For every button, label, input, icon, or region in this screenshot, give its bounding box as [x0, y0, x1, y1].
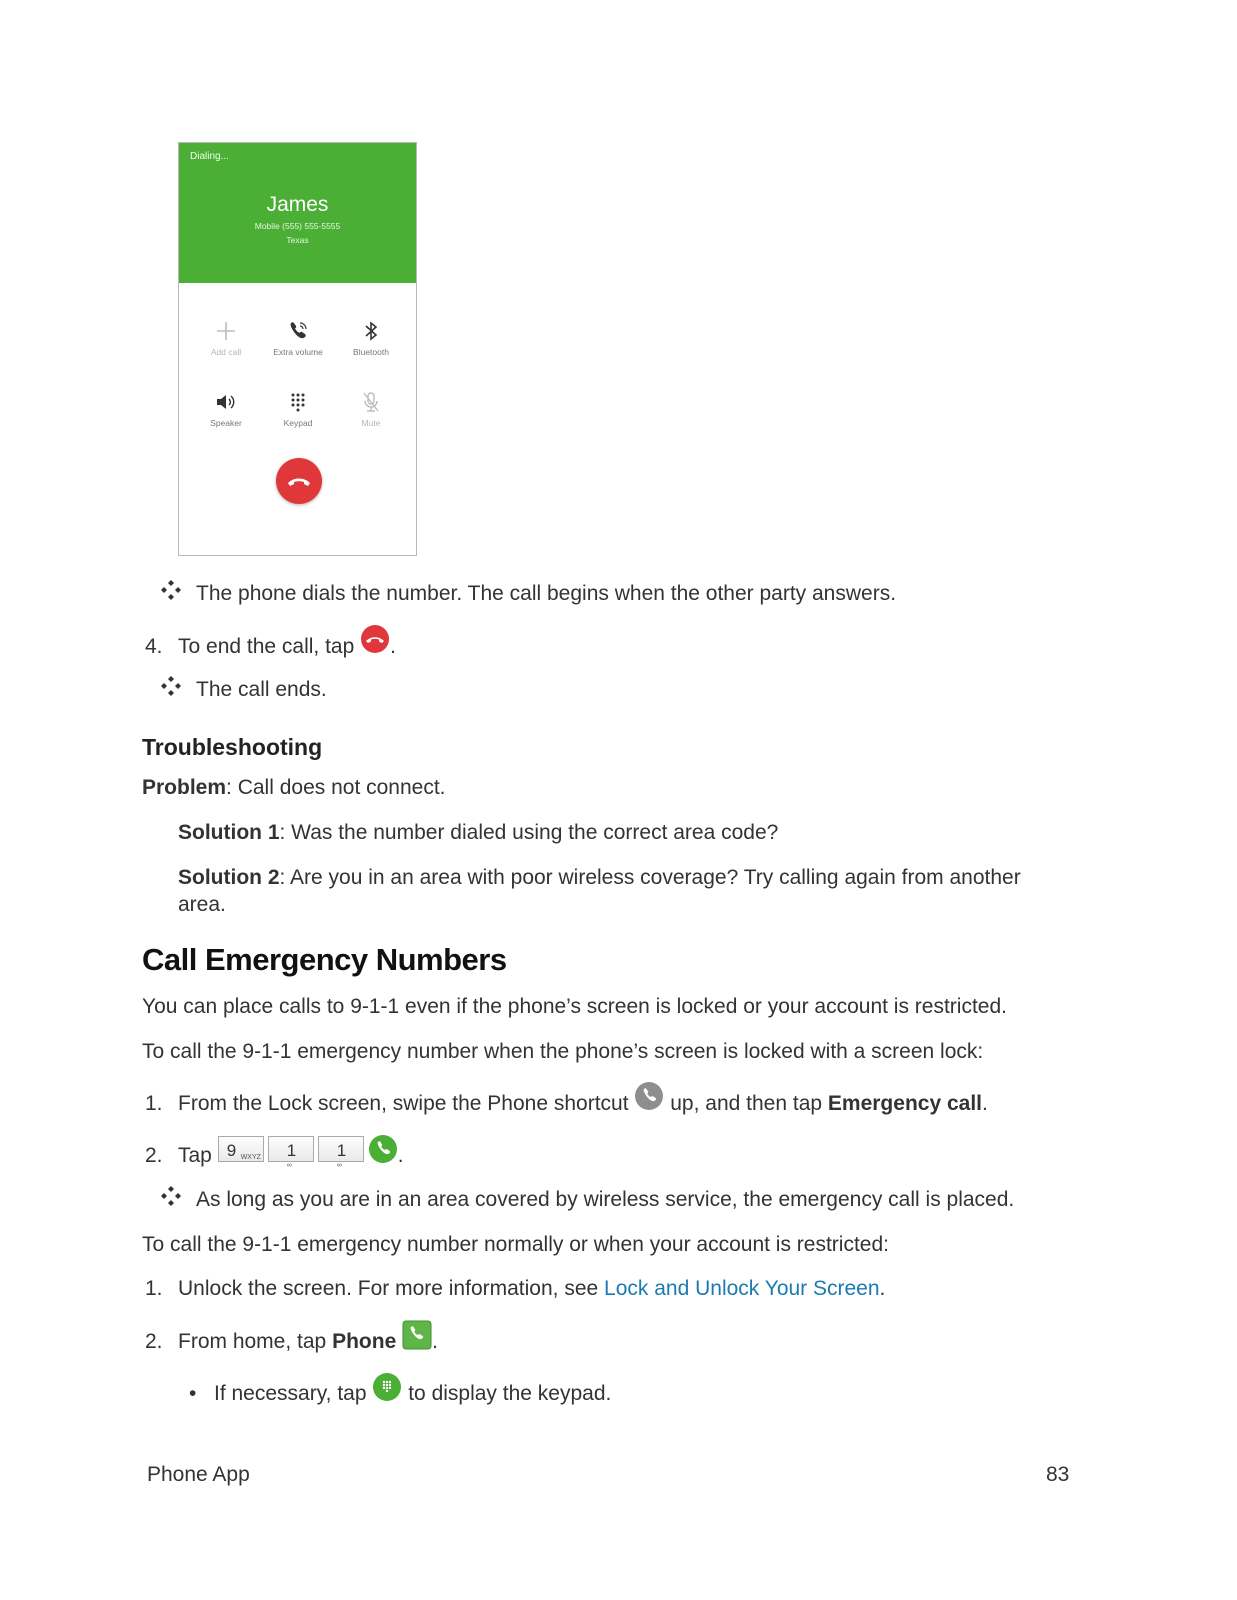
- end-call-icon: [286, 474, 312, 488]
- contact-name: James: [266, 193, 329, 216]
- solution-2-line: Solution 2: Are you in an area with poor wireless coverage? Try calling again from another: [178, 866, 1021, 889]
- normal-step-2: From home, tap Phone .: [178, 1329, 438, 1355]
- phone-app-icon: [402, 1320, 432, 1350]
- add-call-button[interactable]: Add call: [186, 319, 266, 357]
- key-9: 9 WXYZ: [218, 1136, 264, 1162]
- keypad-icon: [372, 1372, 402, 1402]
- diamond-bullet-icon: [160, 579, 182, 601]
- emergency-intro: You can place calls to 9-1-1 even if the phone’s screen is locked or your account is restricted.: [142, 995, 1007, 1018]
- bluetooth-button[interactable]: Bluetooth: [331, 319, 411, 357]
- step-number: 4.: [145, 635, 163, 658]
- mute-button[interactable]: Mute: [331, 390, 411, 428]
- section-heading: Call Emergency Numbers: [142, 942, 507, 977]
- bullet-dot: •: [189, 1382, 197, 1405]
- locked-step-2: Tap 9 WXYZ 1 ∞ 1 ∞ .: [178, 1143, 404, 1169]
- call-screen-figure: [178, 142, 417, 556]
- solution-2-continued: area.: [178, 893, 226, 916]
- key-1: 1 ∞: [268, 1136, 314, 1162]
- note-placed: As long as you are in an area covered by wireless service, the emergency call is placed.: [196, 1188, 1015, 1211]
- call-status: Dialing...: [190, 151, 229, 162]
- solution-1-line: Solution 1: Was the number dialed using the correct area code?: [178, 821, 779, 844]
- keypad-icon: [290, 392, 306, 412]
- page-number: 83: [1046, 1463, 1070, 1486]
- plus-icon: [216, 321, 236, 341]
- contact-number: Mobile (555) 555-5555: [254, 221, 341, 231]
- mute-mic-icon: [362, 391, 380, 413]
- phone-volume-icon: [287, 320, 309, 342]
- speaker-button[interactable]: Speaker: [186, 390, 266, 428]
- step-4-text: To end the call, tap .: [178, 634, 396, 660]
- locked-step-1: From the Lock screen, swipe the Phone shortcut up, and then tap Emergency call.: [178, 1091, 988, 1117]
- call-button-icon: [368, 1134, 398, 1164]
- bluetooth-icon: [363, 320, 379, 342]
- troubleshooting-heading: Troubleshooting: [142, 734, 323, 760]
- normal-step-1: Unlock the screen. For more information, see Lock and Unlock Your Screen.: [178, 1277, 886, 1300]
- lock-unlock-link[interactable]: Lock and Unlock Your Screen: [604, 1277, 880, 1300]
- normal-intro: To call the 9-1-1 emergency number normally or when your account is restricted:: [142, 1233, 889, 1256]
- diamond-bullet-icon: [160, 675, 182, 697]
- locked-intro: To call the 9-1-1 emergency number when the phone’s screen is locked with a screen lock:: [142, 1040, 984, 1063]
- call-header: [179, 143, 416, 283]
- problem-line: Problem: Call does not connect.: [142, 776, 446, 799]
- note-dials: The phone dials the number. The call begins when the other party answers.: [196, 582, 897, 605]
- contact-location: Texas: [286, 235, 309, 245]
- note-ends: The call ends.: [196, 678, 327, 701]
- keypad-button[interactable]: Keypad: [258, 390, 338, 428]
- step-number: 2.: [145, 1144, 163, 1167]
- speaker-icon: [215, 392, 237, 412]
- end-call-icon: [360, 624, 390, 654]
- phone-shortcut-icon: [634, 1081, 664, 1111]
- diamond-bullet-icon: [160, 1185, 182, 1207]
- end-call-button[interactable]: [276, 458, 322, 504]
- bullet-line: If necessary, tap to display the keypad.: [214, 1381, 611, 1407]
- extra-volume-button[interactable]: Extra volume: [258, 319, 338, 357]
- step-number: 1.: [145, 1092, 163, 1115]
- step-number: 2.: [145, 1330, 163, 1353]
- key-1: 1 ∞: [318, 1136, 364, 1162]
- footer-section: Phone App: [147, 1463, 250, 1486]
- step-number: 1.: [145, 1277, 163, 1300]
